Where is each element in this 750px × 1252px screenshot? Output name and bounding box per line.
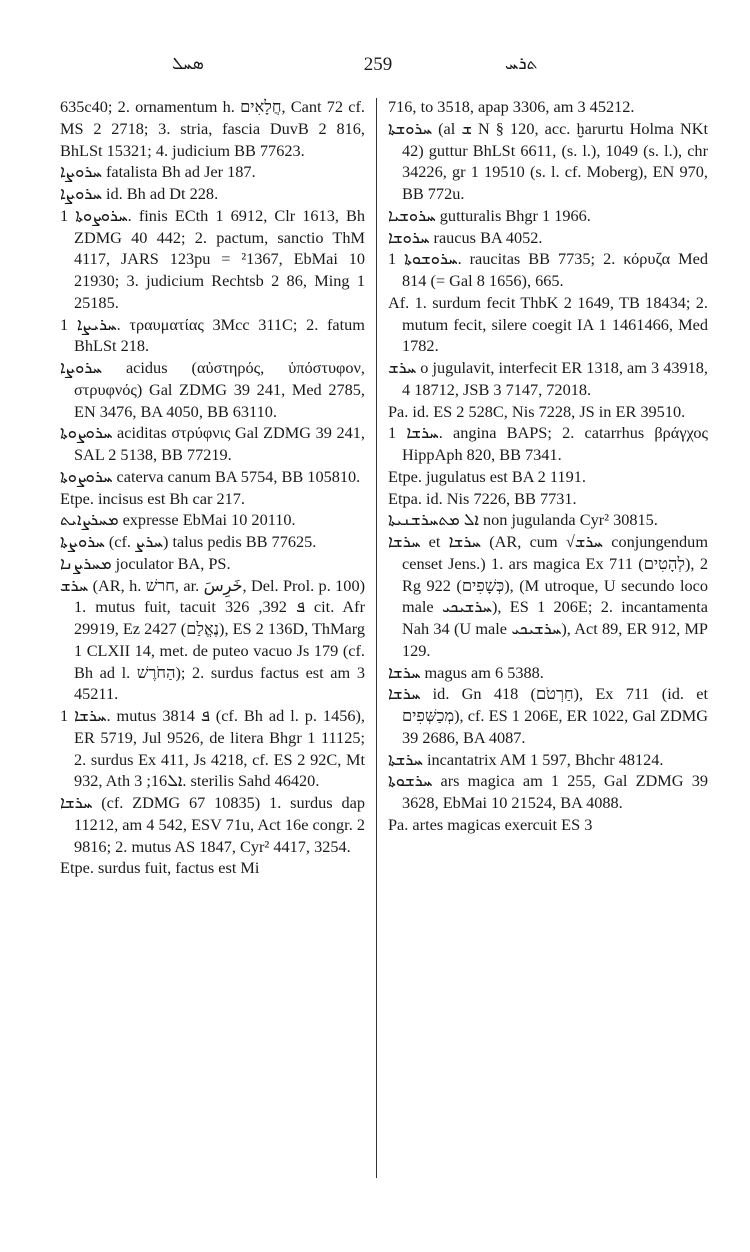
running-header-right: ܬܪܚ (505, 54, 538, 73)
dictionary-entry: ܐܠ ܡܬܚܪܫܢܝܬܐ non jugulanda Cyr² 30815. (388, 510, 658, 530)
dictionary-entry: ܡܚܪܨܢܐ joculator BA, PS. (60, 553, 231, 573)
dictionary-entry: ܚܪܫ o jugulavit, interfecit ER 1318, am 3 43918, 4 18712, JSB 3 7147, 72018. (388, 358, 708, 399)
dictionary-entry: ܚܪܫܘܬܐ ars magica am 1 255, Gal ZDMG 39 3628, EbMai 10 21524, BA 4088. (388, 771, 708, 812)
page-number: 259 (363, 54, 393, 75)
dictionary-entry: ܡܚܪܨܐܝܬ expresse EbMai 10 20110. (60, 510, 296, 530)
dictionary-entry: ܚܪܘܨܐ acidus (αὐστηρός, ὑπόστυφον, στρυφνός) Gal ZDMG 39 241, Med 2785, EN 3476, BA 4050, BB 63110. (60, 358, 365, 421)
dictionary-entry: 635c40; 2. ornamentum h. חֲלָאִים, Cant 72 cf. MS 2 2718; 3. stria, fascia DuvB 2 816, BhLSt 15321; 4. judicium BB 77623. (60, 97, 366, 160)
dictionary-entry: ܚܪܫܐ id. Gn 418 (חַרְטֹם), Ex 711 (id. et מְכַשְּׁפִים), cf. ES 1 206E, ER 1022, Gal ZDMG 39 2686, BA 4087. (388, 684, 708, 747)
dictionary-entry: ܚܪܘܫܐ raucus BA 4052. (388, 227, 543, 247)
dictionary-entry: ܚܪܘܨܘܬܐ 1. finis ECth 1 6912, Clr 1613, Bh ZDMG 40 442; 2. pactum, sanctio ThM 4117, JARS 123pu = ²1367, EbMai 10 21930; 3. judicium Rechtsb 2 86, Ming 1 25185. (60, 205, 365, 312)
right-column (388, 96, 708, 836)
left-column (60, 96, 365, 879)
dictionary-entry: ܚܪܫܐ 1. mutus ܦ 3814 (cf. Bh ad l. p. 1456), ER 5719, Jul 9526, de litera Bhgr 1 11125; 2. surdus Ex 411, Js 4218, cf. ES 2 92C, Mt 932, Ath ܐܠ16; 3. sterilis Sahd 46420. (60, 706, 365, 791)
dictionary-entry: Pa. artes magicas exercuit ES 3 (388, 814, 593, 834)
dictionary-entry: ܚܪܫܐ et ܚܪܫܐ (AR, cum √ܚܪܫ conjungendum censet Jens.) 1. ars magica Ex 711 (לְהָטִים), 2 Rg 922 (כְּשָׁפִים), (M utroque, U secundo loco male ܚܪܫܝܟܝ), ES 1 206E; 2. incantamenta Nah 34 (U male ܚܪܫܝܟܝ), Act 89, ER 912, MP 129. (388, 532, 709, 660)
dictionary-entry: Etpe. surdus fuit, factus est Mi (60, 858, 260, 878)
dictionary-entry: ܚܪܫܬܐ incantatrix AM 1 597, Bhchr 48124. (388, 749, 664, 769)
dictionary-entry: Etpa. id. Nis 7226, BB 7731. (388, 488, 577, 508)
dictionary-entry: ܚܪܘܨܐ id. Bh ad Dt 228. (60, 184, 219, 203)
dictionary-entry: ܚܪܘܨܐ fatalista Bh ad Jer 187. (60, 162, 256, 182)
dictionary-entry: ܚܪܘܫܝܐ gutturalis Bhgr 1 1966. (388, 205, 591, 225)
dictionary-entry: 716, to 3518, apap 3306, am 3 45212. (388, 97, 635, 116)
column-divider (376, 98, 377, 1178)
dictionary-entry: Etpe. jugulatus est BA 2 1191. (388, 466, 586, 486)
dictionary-entry: ܚܪܫܐ magus am 6 5388. (388, 662, 544, 682)
dictionary-entry: ܚܪܫܐ (cf. ZDMG 67 10835) 1. surdus dap 11212, am 4 542, ESV 71u, Act 16e congr. 2 9816; 2. mutus AS 1847, Cyr² 4417, 3254. (60, 793, 365, 856)
dictionary-entry: ܚܪܘܨܘܬܐ caterva canum BA 5754, BB 105810. (60, 466, 361, 486)
dictionary-entry: ܚܪܝܨܐ 1. τραυματίας 3Mcc 311C; 2. fatum BhLSt 218. (60, 314, 365, 356)
running-header-left: ܣܚܠ (172, 54, 204, 73)
dictionary-entry: Etpe. incisus est Bh car 217. (60, 488, 245, 508)
dictionary-entry: ܚܪܫ (AR, h. חרשׁ, ar. خَرِسَ, Del. Prol. p. 100) 1. mutus fuit, tacuit ܦ 392, 326 cit. Afr 29919, Ez 2427 (נֶאֱלַם), ES 2 136D, ThMarg 1 CLXII 14, met. de puteo vacuo Js 179 (cf. Bh ad l. הַחֹרֶשׁ); 2. surdus factus est am 3 45211. (60, 575, 366, 704)
dictionary-entry: ܚܪܘܫܘܬܐ 1. raucitas BB 7735; 2. κόρυζα Med 814 (= Gal 8 1656), 665. (388, 249, 708, 290)
dictionary-entry: ܚܪܘܫܬܐ (al ܫ N § 120, acc. ḫarurtu Holma NKt 42) guttur BhLSt 6611, (s. l.), 1049 (s. l.), chr 34226, gr 1 19510 (s. l. cf. Moberg), EN 970, BB 772u. (388, 118, 709, 203)
dictionary-entry: ܚܪܘܨܬܐ (cf. ܚܪܨ) talus pedis BB 77625. (60, 532, 317, 551)
dictionary-entry: ܚܪܫܐ 1. angina BAPS; 2. catarrhus βράγχος HippAph 820, BB 7341. (388, 423, 708, 464)
dictionary-entry: Pa. id. ES 2 528C, Nis 7228, JS in ER 39510. (388, 401, 686, 421)
dictionary-entry: Af. 1. surdum fecit ThbK 2 1649, TB 18434; 2. mutum fecit, silere coegit IA 1 1461466, Med 1782. (388, 292, 708, 356)
dictionary-entry: ܚܪܘܨܘܬܐ aciditas στρύφνις Gal ZDMG 39 241, SAL 2 5138, BB 77219. (60, 423, 365, 464)
